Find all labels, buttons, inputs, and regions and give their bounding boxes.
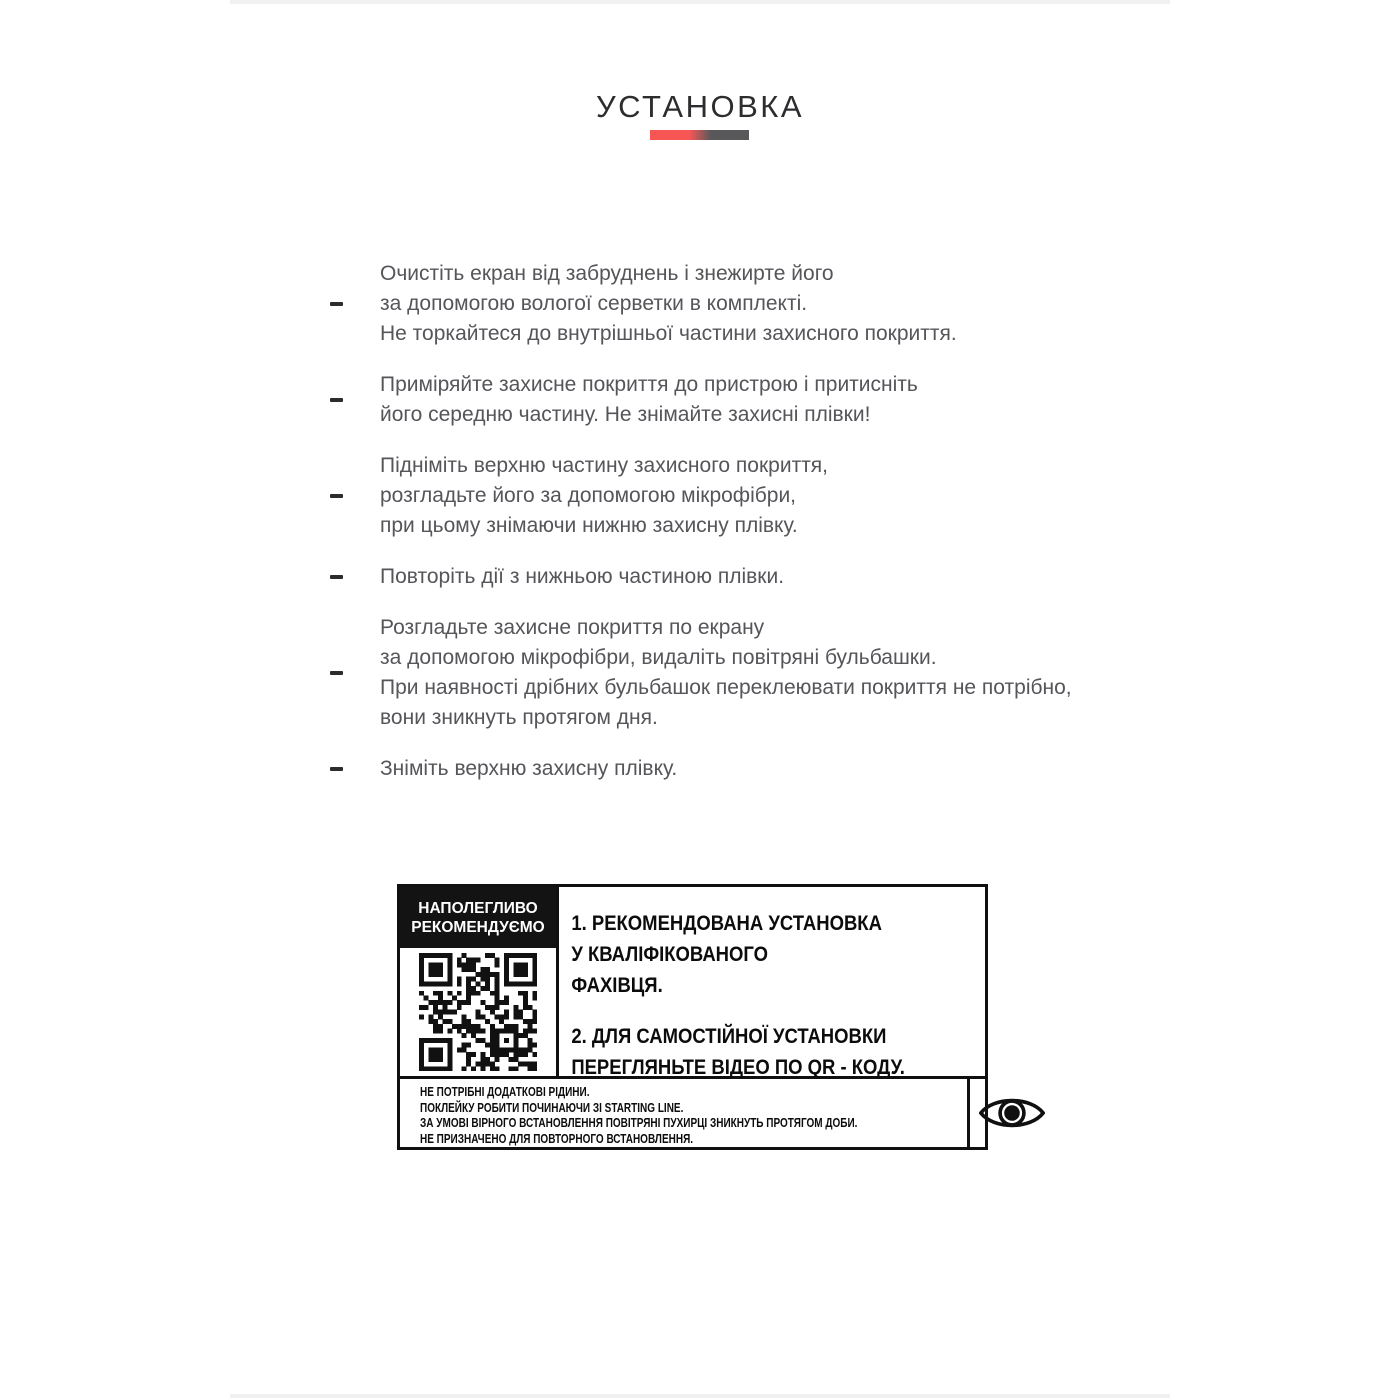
eye-icon-cell xyxy=(967,1079,1054,1147)
page-title: УСТАНОВКА xyxy=(595,88,805,124)
recommendation-item: 1. РЕКОМЕНДОВАНА УСТАНОВКА У КВАЛІФІКОВАНОГО ФАХІВЦЯ. xyxy=(571,912,882,997)
dash-bullet-icon xyxy=(330,302,380,306)
step-text: Приміряйте захисне покриття до пристрою і притисніть його середню частину. Не знімайте захисні плівки! xyxy=(380,373,918,426)
note-line: НЕ ПОТРІБНІ ДОДАТКОВІ РІДИНИ. xyxy=(420,1085,590,1099)
step-text: Розгладьте захисне покриття по екрану за допомогою мікрофібри, видаліть повітряні бульбашки. При наявності дрібних бульбашок переклеювати покриття не потрібно, вони зникнуть протягом дня. xyxy=(380,616,1072,729)
title-underline-bar xyxy=(650,130,749,140)
usage-notes xyxy=(420,1085,857,1147)
badge-line-1: НАПОЛЕГЛИВО xyxy=(418,900,538,917)
recommendation-box-top xyxy=(400,887,985,1079)
bottom-divider xyxy=(230,1394,1170,1398)
list-item xyxy=(330,259,1190,349)
top-divider xyxy=(230,0,1170,4)
list-item xyxy=(330,613,1190,733)
strongly-recommend-badge xyxy=(400,887,556,948)
note-line: НЕ ПРИЗНАЧЕНО ДЛЯ ПОВТОРНОГО ВСТАНОВЛЕННЯ. xyxy=(420,1131,694,1146)
recommendation-box xyxy=(397,884,988,1150)
eye-icon xyxy=(979,1093,1045,1133)
usage-notes-cell xyxy=(400,1079,967,1147)
instructions-list xyxy=(330,259,1190,805)
recommendation-text xyxy=(559,887,934,1079)
dash-bullet-icon xyxy=(330,398,380,402)
dash-bullet-icon xyxy=(330,494,380,498)
step-text: Повторіть дії з нижньою частиною плівки. xyxy=(380,565,785,588)
recommendation-box-left-cell xyxy=(400,887,559,1076)
badge-line-2: РЕКОМЕНДУЄМО xyxy=(411,919,545,936)
dash-bullet-icon xyxy=(330,671,380,675)
list-item xyxy=(330,370,1190,430)
note-line: ЗА УМОВІ ВІРНОГО ВСТАНОВЛЕННЯ ПОВІТРЯНІ ПУХИРЦІ ЗНИКНУТЬ ПРОТЯГОМ ДОБИ. xyxy=(420,1116,858,1130)
dash-bullet-icon xyxy=(330,767,380,771)
dash-bullet-icon xyxy=(330,575,380,579)
qr-code-icon xyxy=(400,948,556,1076)
recommendation-item: 2. ДЛЯ САМОСТІЙНОЇ УСТАНОВКИ ПЕРЕГЛЯНЬТЕ ВІДЕО ПО QR - КОДУ. xyxy=(571,1025,905,1079)
list-item xyxy=(330,562,1190,592)
list-item xyxy=(330,754,1190,784)
note-line: ПОКЛЕЙКУ РОБИТИ ПОЧИНАЮЧИ ЗІ STARTING LINE. xyxy=(420,1100,684,1115)
list-item xyxy=(330,451,1190,541)
recommendation-box-bottom xyxy=(400,1076,985,1147)
step-text: Підніміть верхню частину захисного покриття, розгладьте його за допомогою мікрофібри, при цьому знімаючи нижню захисну плівку. xyxy=(380,454,829,537)
step-text: Зніміть верхню захисну плівку. xyxy=(380,757,678,780)
step-text: Очистіть екран від забруднень і знежирте його за допомогою вологої серветки в комплекті. Не торкайтеся до внутрішньої частини захисного покриття. xyxy=(380,262,957,345)
